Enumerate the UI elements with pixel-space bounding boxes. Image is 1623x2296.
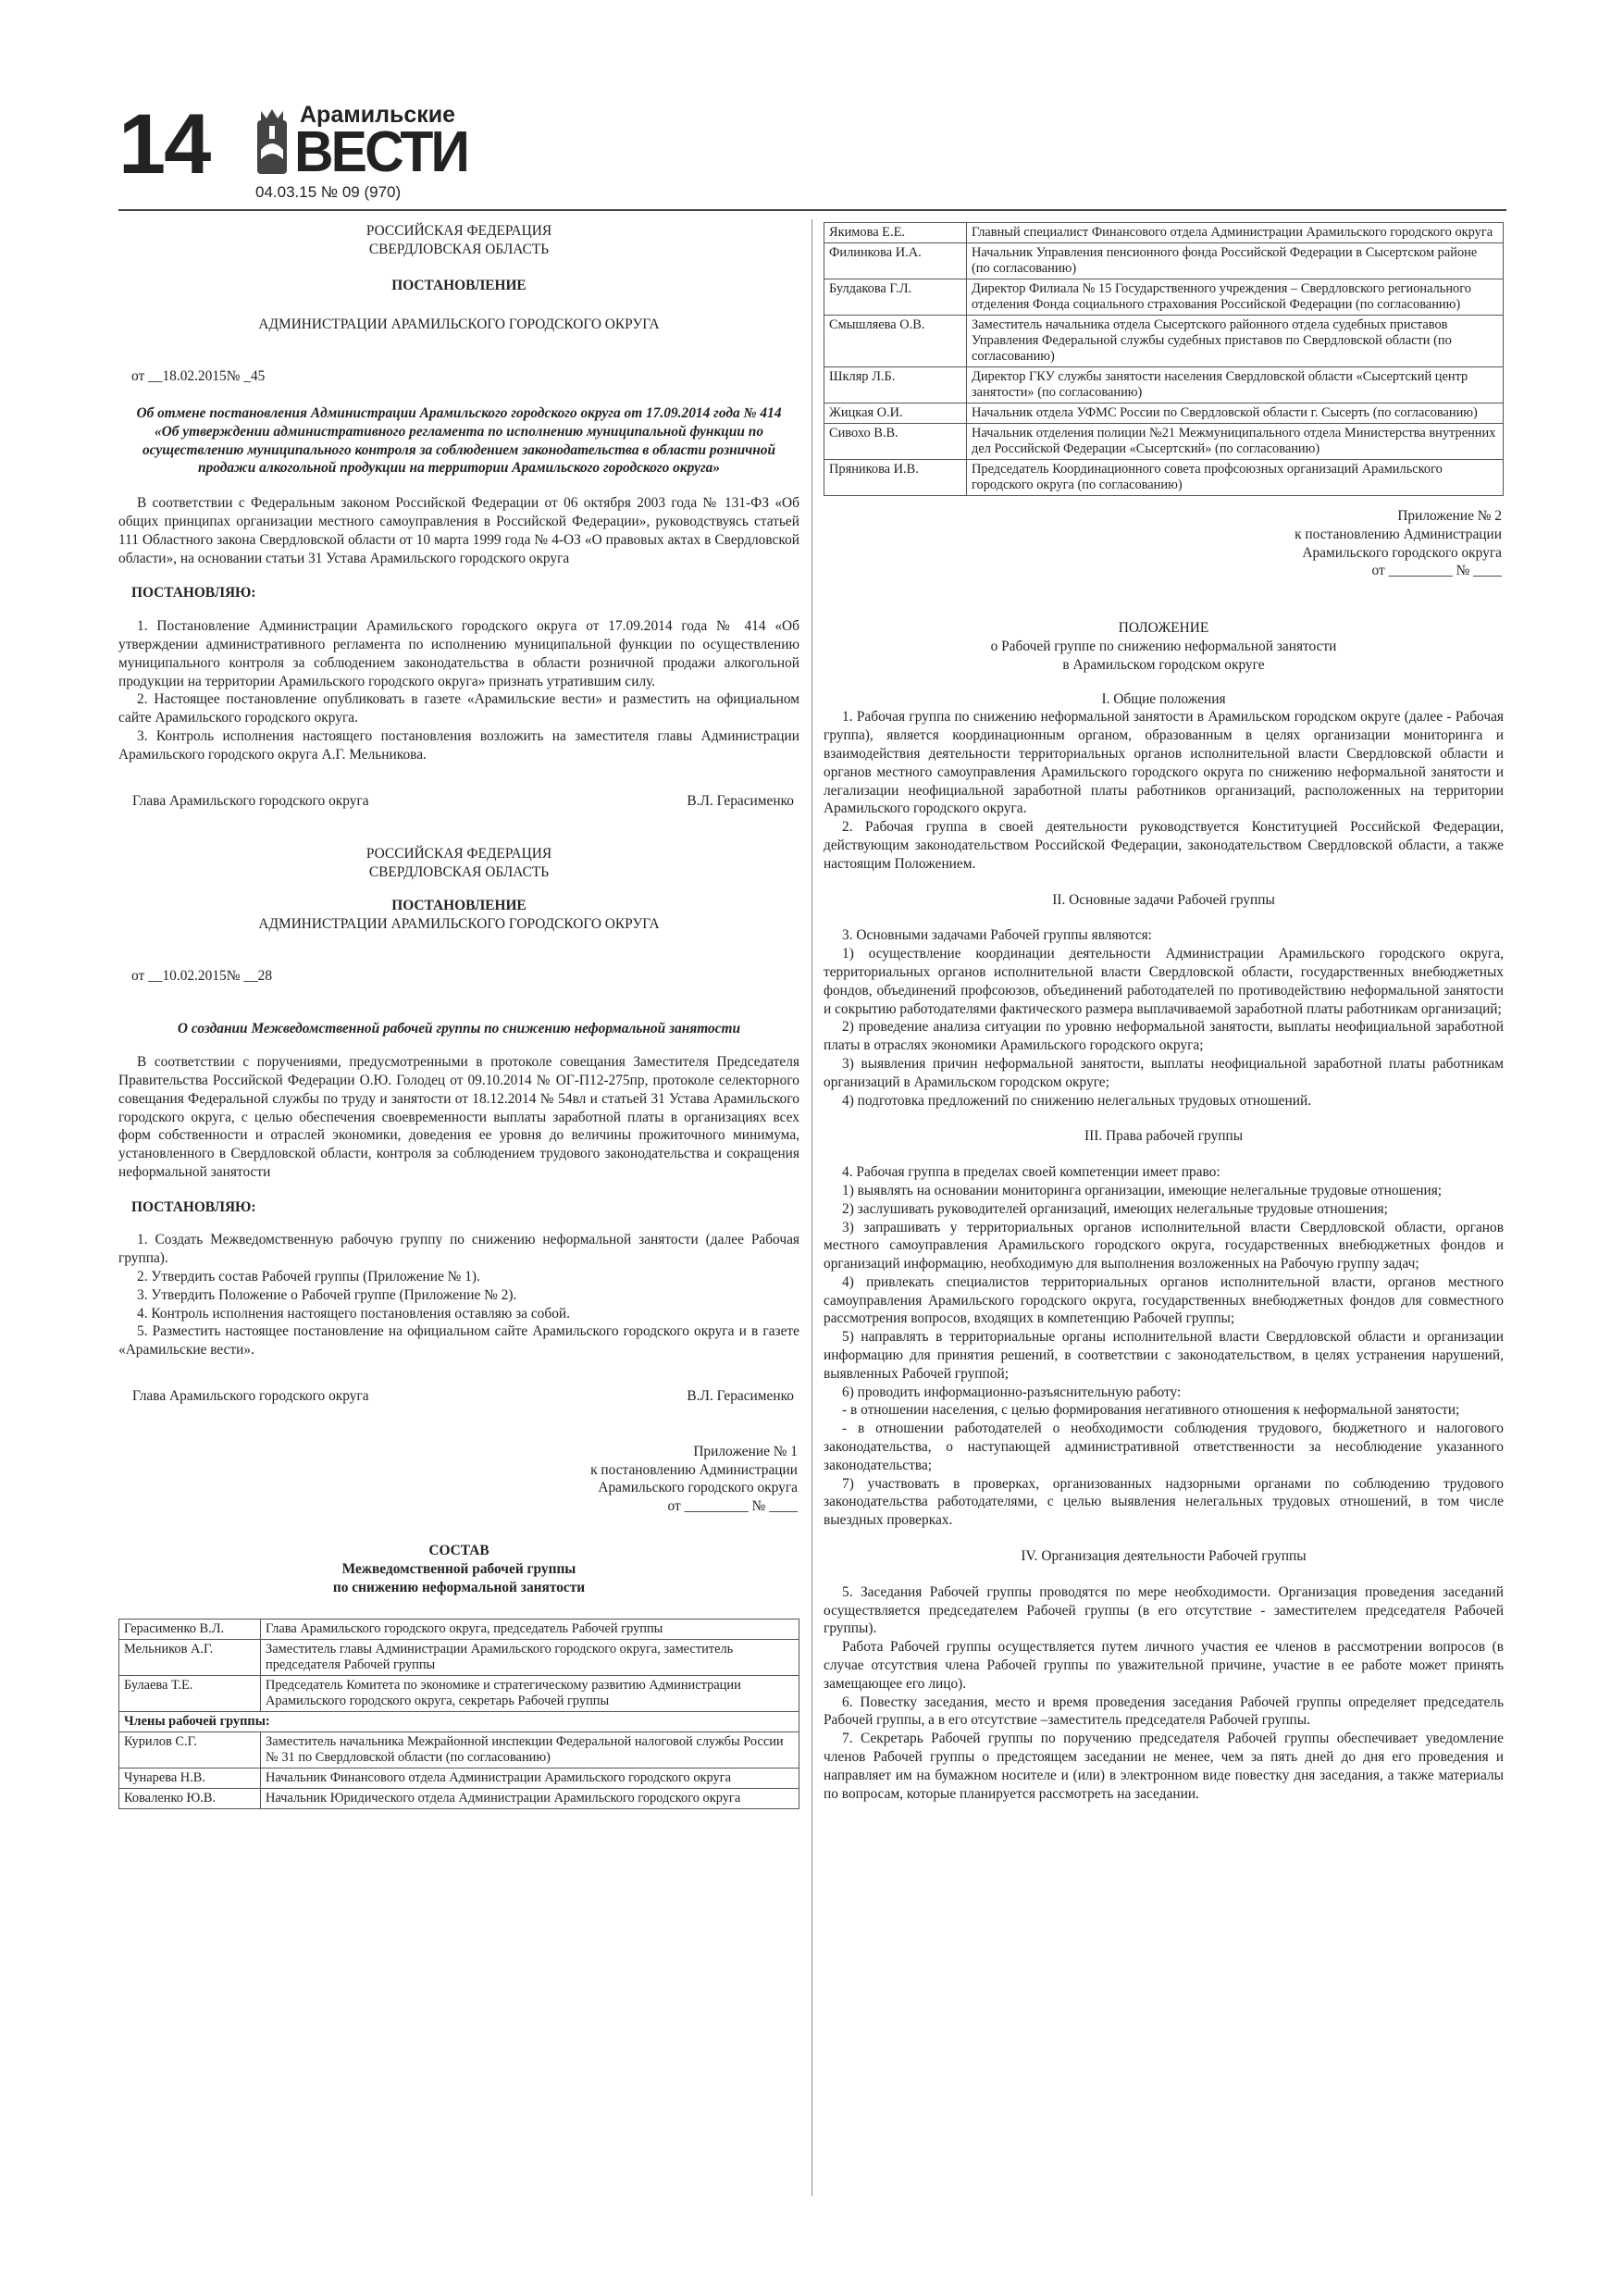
doc1-sign-role: Глава Арамильского городского округа [132, 792, 369, 809]
table-row [824, 367, 1504, 403]
regulation-title-line: ПОЛОЖЕНИЕ [1118, 620, 1209, 637]
member-role: Директор ГКУ службы занятости населения Свердловской области «Сысертский центр занятости» (по согласованию) [967, 367, 1504, 403]
table-row [824, 243, 1504, 279]
member-role: Начальник Финансового отдела Администрации Арамильского городского округа [261, 1769, 799, 1789]
doc2-date: от __10.02.2015№ __28 [131, 967, 273, 984]
section-paragraph: 1) осуществление координации деятельности Администрации Арамильского городского округа, территориальных органов исполнительной власти Свердловской области, государственных внебюджетных фондов, объединений профсоюзов, объединений работодателей по противодействию неформальной занятости и сокрытию работодателями фактического размера выплачиваемой заработной платы работникам организаций; [824, 946, 1504, 1017]
doc2-sign-name: В.Л. Герасименко [687, 1388, 794, 1405]
member-role: Директор Филиала № 15 Государственного учреждения – Свердловского регионального отделения Фонда социального страхования Российской Федерации (по согласованию) [967, 279, 1504, 316]
appendix1-line: Арамильского городского округа [598, 1480, 798, 1496]
member-name: Чунарева Н.В. [119, 1769, 261, 1789]
table-row [824, 403, 1504, 424]
table-row [119, 1676, 799, 1712]
member-name: Шкляр Л.Б. [824, 367, 967, 403]
regulation-title-line: в Арамильском городском округе [1062, 656, 1265, 673]
member-name: Булдакова Г.Л. [824, 279, 967, 316]
member-role: Начальник Юридического отдела Администрации Арамильского городского округа [261, 1789, 799, 1809]
header-divider [118, 209, 1506, 211]
section-paragraph: 5) направлять в территориальные органы исполнительной власти Свердловской области и организации информацию для принятия решений, в соответствии с законодательством, в целях устранения нарушений, выявленных Рабочей группой; [824, 1329, 1504, 1382]
doc1-title: Об отмене постановления Администрации Арамильского городского округа от 17.09.2014 года № 414 «Об утверждении административного регламента по исполнению муниципальной функции по осуществлению муниципального контроля за соблюдением законодательства в области розничной продажи алкогольной продукции на территории Арамильского городского округа» [136, 404, 782, 477]
member-role: Председатель Комитета по экономике и стратегическому развитию Администрации Арамильского городского округа, секретарь Рабочей группы [261, 1676, 799, 1712]
doc2-admin: АДМИНИСТРАЦИИ АРАМИЛЬСКОГО ГОРОДСКОГО ОКРУГА [258, 915, 660, 932]
member-name: Герасименко В.Л. [119, 1620, 261, 1640]
member-name: Сивохо В.В. [824, 424, 967, 460]
member-role: Начальник отдела УФМС России по Свердловской области г. Сысерть (по согласованию) [967, 403, 1504, 424]
table-row [824, 316, 1504, 367]
section-paragraph: 3. Основными задачами Рабочей группы являются: [842, 927, 1152, 944]
doc1-item: 3. Контроль исполнения настоящего постановления возложить на заместителя главы Администрации Арамильского городского округа А.Г. Мельникова. [118, 727, 799, 763]
table-row [119, 1640, 799, 1676]
doc1-item: 2. Настоящее постановление опубликовать в газете «Арамильские вести» и разместить на официальном сайте Арамильского городского округа. [118, 691, 799, 726]
section-paragraph: Работа Рабочей группы осуществляется путем личного участия ее членов в рассмотрении вопросов (в случае отсутствия члена Рабочей группы по уважительной причине, участие в ее работе может принять замещающее его лицо). [824, 1639, 1504, 1692]
doc2-type: ПОСТАНОВЛЕНИЕ [391, 897, 527, 913]
doc2-country: РОССИЙСКАЯ ФЕДЕРАЦИЯ [365, 846, 552, 863]
doc2-item: 4. Контроль исполнения настоящего постановления оставляю за собой. [137, 1305, 570, 1322]
composition-title [118, 1542, 799, 1596]
member-name: Смышляева О.В. [824, 316, 967, 367]
section-heading: I. Общие положения [1101, 690, 1226, 707]
table-row [119, 1620, 799, 1640]
doc2-preamble: В соответствии с поручениями, предусмотренными в протоколе совещания Заместителя Председателя Правительства Российской Федерации О.Ю. Голодец от 09.10.2014 № ОГ-П12-275пр, протоколе селекторного совещания Федеральной службы по труду и занятости от 18.12.2014 № 54вл и статьей 31 Устава Арамильского городского округа, с целью обеспечения своевременности выплаты заработной платы в организациях всех форм собственности и отраслей экономики, доведения ее уровня до величины прожиточного минимума, установленного в Свердловской области, контроля за соблюдением трудового законодательства и сокращения неформальной занятости [118, 1054, 799, 1180]
appendix2-line: Арамильского городского округа [1302, 544, 1502, 561]
crest-icon [254, 104, 291, 178]
section-paragraph: 7. Секретарь Рабочей группы по поручению председателя Рабочей группы обеспечивает уведомление членов Рабочей группы о предстоящем заседании не менее, чем за пять дней до дня его проведения и направляет им на бумажном носителе и (или) в электронном виде повестку дня заседания, а также материалы по вопросам, которые планируется рассмотреть на заседании. [824, 1731, 1504, 1802]
section-paragraph: 1) выявлять на основании мониторинга организации, имеющие нелегальные трудовые отношения; [842, 1182, 1443, 1198]
issue-info: 04.03.15 № 09 (970) [255, 183, 402, 201]
section-paragraph: 2. Рабочая группа в своей деятельности руководствуется Конституцией Российской Федерации, действующим законодательством Российской Федерации, законодательством Свердловской области, а также настоящим Положением. [824, 819, 1504, 872]
table-row [824, 424, 1504, 460]
appendix1-line: к постановлению Администрации [590, 1461, 798, 1478]
regulation-title [824, 619, 1504, 674]
table-row [119, 1789, 799, 1809]
section-paragraph: - в отношении работодателей о необходимости соблюдения трудового, бюджетного и налогового законодательства, о наступающей административной ответственности за несоблюдение указанного законодательства; [824, 1421, 1504, 1473]
member-name: Жицкая О.И. [824, 403, 967, 424]
table-row [119, 1732, 799, 1769]
section-paragraph: - в отношении населения, с целью формирования негативного отношения к неформальной занятости; [842, 1402, 1460, 1419]
member-role: Заместитель главы Администрации Арамильского городского округа, заместитель председателя Рабочей группы [261, 1640, 799, 1676]
section-paragraph: 7) участвовать в проверках, организованных надзорными органами по соблюдению трудового законодательства работодателями, с целью выявления нелегальных трудовых отношений, в том числе выездных проверках. [824, 1475, 1504, 1529]
table-row [824, 460, 1504, 496]
doc1-date: от __18.02.2015№ _45 [131, 368, 266, 385]
table-subheader [119, 1712, 799, 1732]
doc1-signature [118, 792, 799, 811]
section-paragraph: 2) проведение анализа ситуации по уровню неформальной занятости, выплаты неофициальной заработной платы в отраслях экономики Арамильского городского округа; [824, 1019, 1504, 1054]
doc1-item: 1. Постановление Администрации Арамильского городского округа от 17.09.2014 года № 414 «Об утверждении административного регламента по исполнению муниципальной функции по осуществлению муниципального контроля за соблюдением законодательства в области розничной продажи алкогольной продукции на территории Арамильского городского округа» признать утратившим силу. [118, 618, 799, 689]
doc1-region: СВЕРДЛОВСКАЯ ОБЛАСТЬ [368, 241, 550, 257]
doc2-signature [118, 1387, 799, 1406]
doc1-admin: АДМИНИСТРАЦИИ АРАМИЛЬСКОГО ГОРОДСКОГО ОКРУГА [258, 316, 660, 333]
doc1-country: РОССИЙСКАЯ ФЕДЕРАЦИЯ [365, 223, 552, 239]
doc2-title: О создании Межведомственной рабочей группы по снижению неформальной занятости [177, 1021, 741, 1037]
doc1-decree: ПОСТАНОВЛЯЮ: [131, 585, 256, 602]
doc2-item: 3. Утвердить Положение о Рабочей группе (Приложение № 2). [137, 1286, 517, 1303]
doc2-item: 5. Разместить настоящее постановление на официальном сайте Арамильского городского округа и в газете «Арамильские вести». [118, 1323, 799, 1359]
logo-main-text: ВЕСТИ [294, 120, 467, 184]
table-row [119, 1769, 799, 1789]
composition-table-right [824, 222, 1504, 496]
left-column [118, 222, 799, 1809]
appendix1-header [118, 1443, 799, 1516]
doc2-decree: ПОСТАНОВЛЯЮ: [131, 1198, 256, 1215]
member-name: Коваленко Ю.В. [119, 1789, 261, 1809]
section-paragraph: 5. Заседания Рабочей группы проводятся по мере необходимости. Организация проведения заседаний осуществляется председателем Рабочей группы (в его отсутствие - заместителем председателя Рабочей группы). [824, 1583, 1504, 1637]
members-header: Члены рабочей группы: [119, 1712, 799, 1732]
right-column [824, 222, 1504, 1803]
newspaper-logo [254, 102, 485, 187]
doc2-item: 2. Утвердить состав Рабочей группы (Приложение № 1). [137, 1269, 480, 1285]
section-heading: III. Права рабочей группы [1084, 1128, 1244, 1145]
doc2-region: СВЕРДЛОВСКАЯ ОБЛАСТЬ [368, 864, 550, 881]
section-paragraph: 4) подготовка предложений по снижению нелегальных трудовых отношений. [842, 1092, 1312, 1109]
member-role: Председатель Координационного совета профсоюзных организаций Арамильского городского округа (по согласованию) [967, 460, 1504, 496]
composition-title-line: Межведомственной рабочей группы [341, 1560, 576, 1577]
section-paragraph: 2) заслушивать руководителей организаций, имеющих нелегальные трудовые отношения; [842, 1200, 1388, 1217]
doc1-sign-name: В.Л. Герасименко [687, 792, 794, 809]
appendix2-line: от _________ № ____ [1371, 563, 1502, 579]
member-role: Начальник Управления пенсионного фонда Российской Федерации в Сысертском районе (по согласованию) [967, 243, 1504, 279]
section-paragraph: 3) выявления причин неформальной занятости, выплаты неофициальной заработной платы работникам организаций в Арамильском городском округе; [824, 1055, 1504, 1090]
section-paragraph: 6. Повестку заседания, место и время проведения заседания Рабочей группы определяет председатель Рабочей группы, а в его отсутствие –заместитель председателя Рабочей группы. [824, 1694, 1504, 1729]
member-name: Курилов С.Г. [119, 1732, 261, 1769]
appendix2-line: Приложение № 2 [1397, 508, 1502, 524]
regulation-title-line: о Рабочей группе по снижению неформальной занятости [990, 638, 1337, 654]
member-role: Глава Арамильского городского округа, председатель Рабочей группы [261, 1620, 799, 1640]
appendix1-line: Приложение № 1 [693, 1443, 798, 1459]
member-name: Якимова Е.Е. [824, 223, 967, 243]
member-name: Филинкова И.А. [824, 243, 967, 279]
table-row [824, 279, 1504, 316]
section-paragraph: 4. Рабочая группа в пределах своей компетенции имеет право: [842, 1164, 1220, 1181]
member-name: Булаева Т.Е. [119, 1676, 261, 1712]
member-role: Начальник отделения полиции №21 Межмуниципального отдела Министерства внутренних дел Российской Федерации «Сысертский» (по согласованию) [967, 424, 1504, 460]
section-paragraph: 6) проводить информационно-разъяснительную работу: [842, 1384, 1182, 1400]
section-heading: II. Основные задачи Рабочей группы [1052, 891, 1275, 908]
appendix2-line: к постановлению Администрации [1295, 526, 1502, 542]
doc2-sign-role: Глава Арамильского городского округа [132, 1388, 369, 1405]
doc1-type: ПОСТАНОВЛЕНИЕ [391, 277, 527, 293]
page-number: 14 [118, 97, 210, 192]
member-name: Мельников А.Г. [119, 1640, 261, 1676]
member-role: Главный специалист Финансового отдела Администрации Арамильского городского округа [967, 223, 1504, 243]
section-paragraph: 1. Рабочая группа по снижению неформальной занятости в Арамильском городском округе (далее - Рабочая группа), является координационным органом, образованным в целях организации мониторинга и взаимодействия деятельности территориальных органов исполнительной власти Свердловской области и органов местного самоуправления Арамильского городского округа по снижению неформальной занятости и легализации неофициальной заработной платы работников организаций, расположенных на территории Арамильского городского округа. [824, 709, 1504, 817]
section-paragraph: 3) запрашивать у территориальных органов исполнительной власти Свердловской области, органов местного самоуправления Арамильского городского округа, государственных внебюджетных фондов и организаций информацию, необходимую для выполнения возложенных на Рабочую группу задач; [824, 1219, 1504, 1272]
composition-table-left [118, 1619, 799, 1809]
member-role: Заместитель начальника Межрайонной инспекции Федеральной налоговой службы России № 31 по Свердловской области (по согласованию) [261, 1732, 799, 1769]
section-heading: IV. Организация деятельности Рабочей группы [1021, 1548, 1307, 1565]
composition-title-line: СОСТАВ [428, 1543, 489, 1559]
table-row [824, 223, 1504, 243]
doc2-item: 1. Создать Межведомственную рабочую группу по снижению неформальной занятости (далее Рабочая группа). [118, 1232, 799, 1267]
member-name: Пряникова И.В. [824, 460, 967, 496]
section-paragraph: 4) привлекать специалистов территориальных органов исполнительной власти, органов местного самоуправления Арамильского городского округа, государственных внебюджетных фондов для совместного рассмотрения вопросов, входящих в компетенцию Рабочей группы; [824, 1273, 1504, 1327]
logo-top-text: Арамильские [300, 102, 456, 128]
composition-title-line: по снижению неформальной занятости [332, 1579, 586, 1595]
doc1-preamble: В соответствии с Федеральным законом Российской Федерации от 06 октября 2003 года № 131-ФЗ «Об общих принципах организации местного самоуправления в Российской Федерации», руководствуясь статьей 111 Областного закона Свердловской области от 10 марта 1999 года № 4-ОЗ «О правовых актах в Свердловской области», на основании статьи 31 Устава Арамильского городского округа [118, 495, 799, 566]
appendix2-header [824, 507, 1504, 580]
member-role: Заместитель начальника отдела Сысертского районного отдела судебных приставов Управления Федеральной службы судебных приставов по Свердловской области (по согласованию) [967, 316, 1504, 367]
appendix1-line: от _________ № ____ [667, 1498, 798, 1515]
